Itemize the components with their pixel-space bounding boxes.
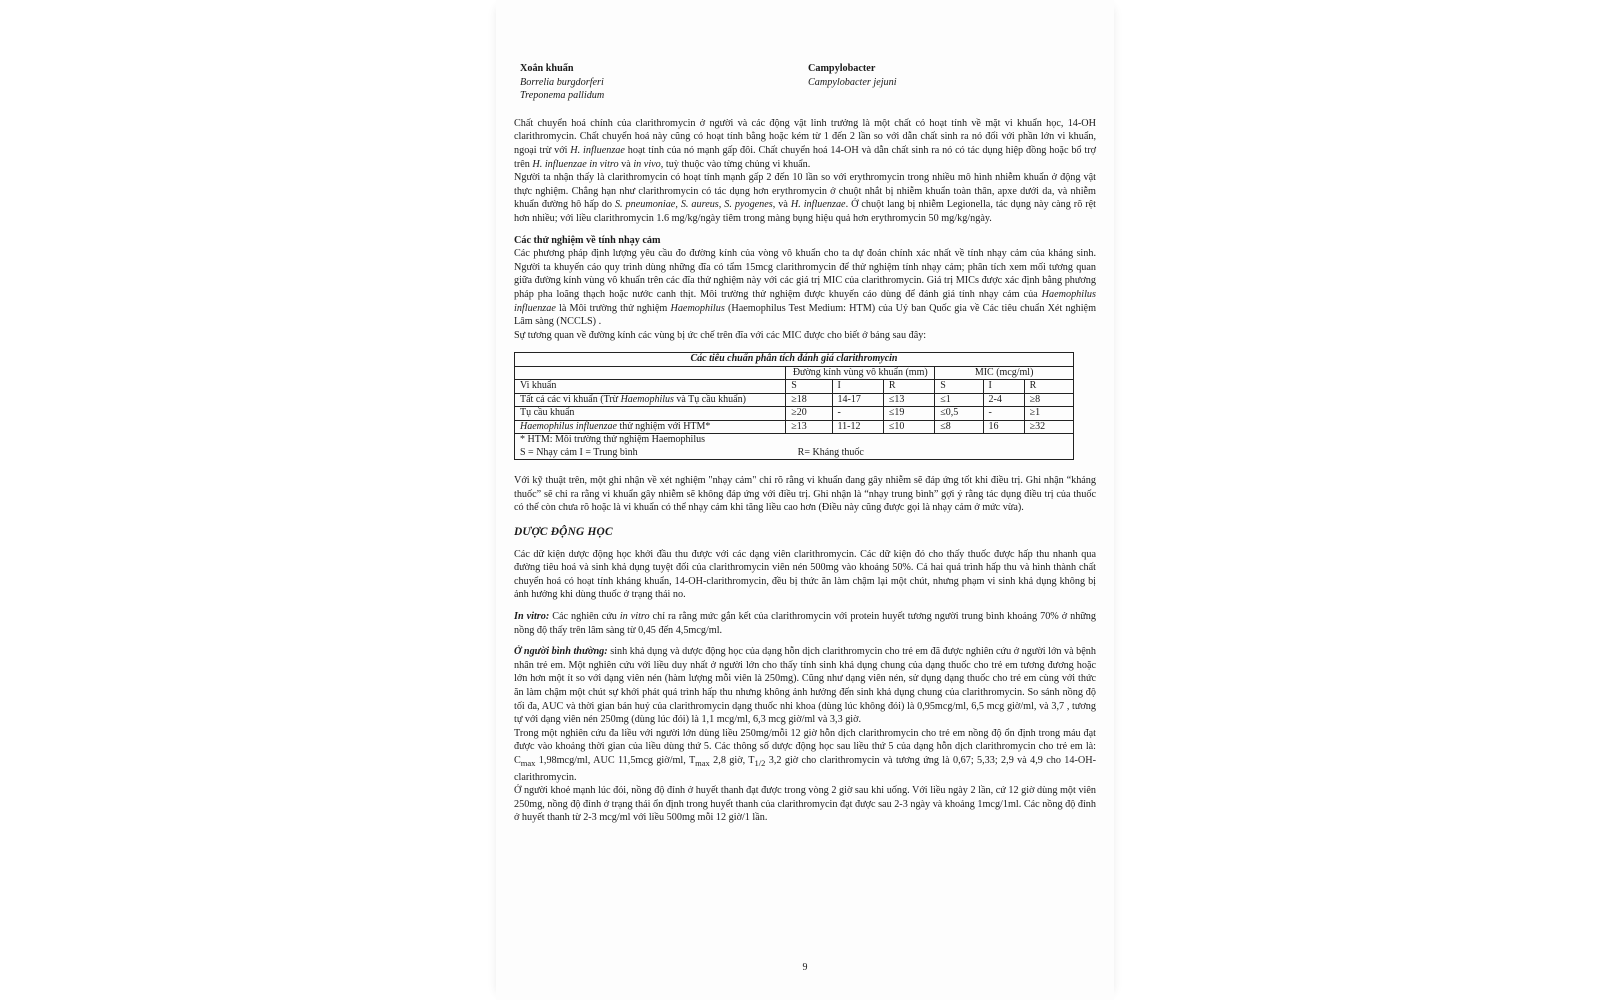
table-cell: ≤0,5 xyxy=(935,407,983,421)
table-title: Các tiêu chuẩn phân tích đánh giá clarithromycin xyxy=(515,353,1074,367)
table-cell: - xyxy=(983,407,1024,421)
page-content xyxy=(514,62,1096,825)
table-group-header-row xyxy=(515,366,1074,380)
organism-item: Treponema pallidum xyxy=(520,90,605,102)
table-footnote-legend: S = Nhạy cảm I = Trung bình R= Kháng thuốc xyxy=(520,446,864,458)
table-row-organism: Haemophilus influenzae thử nghiệm với HTM* xyxy=(515,420,786,434)
table-header-row xyxy=(515,380,1074,394)
table-cell: ≥18 xyxy=(786,393,832,407)
table-group-zone: Đường kính vùng vô khuẩn (mm) xyxy=(786,366,935,380)
table-row-organism: Tất cả các vi khuẩn (Trừ Haemophilus và Tụ cầu khuẩn) xyxy=(515,393,786,407)
paragraph-table-intro: Sự tương quan về đường kính các vùng bị ức chế trên đĩa với các MIC được cho biết ở bảng sau đây: xyxy=(514,329,927,341)
paragraph-pk-intro: Các dữ kiện dược động học khởi đầu thu được với các dạng viên clarithromycin. Các dữ kiện đó cho thấy thuốc được hấp thu nhanh qua đường tiêu hoá và sinh khả dụng tuyệt đối của clarithromycin viên nén 500mg vào khoảng 50%. Cả hai quá trình hấp thu và hình thành chất chuyển hoá có hoạt tính kháng khuẩn, 14-OH-clarithromycin, đều bị thức ăn làm chậm lại một chút, nhưng phạm vi sinh khả dụng không bị ảnh hưởng khi dùng thuốc ở trạng thái no. xyxy=(514,548,1096,601)
organism-column-left xyxy=(520,62,808,103)
table-cell: ≥32 xyxy=(1024,420,1073,434)
paragraph-interpretation: Với kỹ thuật trên, một ghi nhận về xét nghiệm "nhạy cảm" chỉ rõ rằng vi khuẩn đang gây nhiễm sẽ đáp ứng tốt khi điều trị. Ghi nhận “kháng thuốc” sẽ chỉ ra rằng vi khuẩn gây nhiễm sẽ không đáp ứng với điều trị. Ghi nhận là “nhạy trung bình” gợi ý rằng tác dụng điều trị của thuốc có thể còn chưa rõ hoặc là vi khuẩn có thể nhạy cảm khi tăng liều cao hơn (Điều này cũng được gọi là nhạy cảm ở mức vừa). xyxy=(514,475,1096,514)
paragraph-fasting: Ở người khoẻ mạnh lúc đói, nồng độ đỉnh ở huyết thanh đạt được trong vòng 2 giờ sau khi uống. Với liều ngày 2 lần, cứ 12 giờ dùng một viên 250mg, nồng độ đỉnh ở trạng thái ổn định trong huyết thanh của clarithromycin đạt được sau 2-3 ngày và khoảng 1mcg/1ml. Các nồng độ đỉnh ở huyết thanh từ 2-3 mcg/ml với liều 500mg mỗi 12 giờ/1 lần. xyxy=(514,785,1096,824)
subheading-susceptibility: Các thử nghiệm về tính nhạy cảm xyxy=(514,234,661,246)
table-cell: ≥13 xyxy=(786,420,832,434)
paragraph-susceptibility: Các phương pháp định lượng yêu cầu đo đường kính của vòng vô khuẩn cho ta dự đoán chính xác nhất về tính nhạy cảm của kháng sinh. Người ta khuyến cáo quy trình dùng những đĩa có tẩm 15mcg clarithromycin để thử nghiệm tính nhạy cảm; phân tích xem mối tương quan giữa đường kính vùng vô khuẩn trên các đĩa thử nghiệm này với các giá trị MIC của clarithromycin. Giá trị MICs được xác định bằng phương pháp pha loãng thạch hoặc nước canh thịt. Môi trường thử nghiệm được khuyến cáo dùng để đánh giá tính nhạy cảm của Haemophilus influenzae là Môi trường thử nghiệm Haemophilus (Haemophilus Test Medium: HTM) của Uỷ ban Quốc gia về Các tiêu chuẩn Xét nghiệm Lâm sàng (NCCLS) . xyxy=(514,248,1096,328)
table-group-mic: MIC (mcg/ml) xyxy=(935,366,1074,380)
table-cell: 16 xyxy=(983,420,1024,434)
table-title-row xyxy=(515,353,1074,367)
table-footnote-htm: * HTM: Môi trường thử nghiệm Haemophilus xyxy=(520,434,706,446)
paragraph-multidose: Trong một nghiên cứu đa liều với người lớn dùng liều 250mg/mỗi 12 giờ hỗn dịch clarithromycin cho trẻ em nồng độ ổn định trong máu đạt được vào khoảng thời gian của liều dùng thứ 5. Các thông số dược động học sau liều thứ 5 của dạng hỗn dịch clarithromycin cho trẻ em là: $C_{max}$ 1,98mcg/ml, AUC 11,5mcg giờ/ml, $T_{max}$ 2,8 giờ, $T_{1/2}$ 3,2 giờ cho clarithromycin và tương ứng là 0,67; 5,33; 2,9 và 4,9 cho 14-OH-clarithromycin. xyxy=(514,727,1096,783)
page-number: 9 xyxy=(802,962,808,973)
table-header-cell: I xyxy=(983,380,1024,394)
table-header-cell: S xyxy=(935,380,983,394)
table-cell: ≤1 xyxy=(935,393,983,407)
organism-item: Borrelia burgdorferi xyxy=(520,76,604,88)
paragraph-normal-subjects: Ở người bình thường: sinh khả dụng và dược động học của dạng hỗn dịch clarithromycin cho trẻ em đã được nghiên cứu ở người lớn và bệnh nhân trẻ em. Một nghiên cứu với liều duy nhất ở người lớn cho thấy tính sinh khả dụng chung của dạng thuốc cho trẻ em tương đương hoặc lớn hơn một ít so với dạng viên nén (hàm lượng mỗi viên là 250mg). Cũng như dạng viên nén, sử dụng dạng thuốc cho trẻ em cùng với thức ăn làm chậm một chút sự khởi phát quá trình hấp thu nhưng không ảnh hưởng đến sinh khả dụng chung của clarithromycin. So sánh nồng độ tối đa, AUC và thời gian bán huỷ của clarithromycin dạng thuốc nhi khoa (dùng lúc không đói) là 0,95mcg/ml, 6,5 mcg giờ/ml, và 3,7 , tương tự với dạng viên nén 250mg (dùng lúc đói) là 1,1 mcg/ml, 6,3 mcg giờ/ml và 3,3 giờ. xyxy=(514,646,1096,726)
table-cell: - xyxy=(832,407,883,421)
table-footnote-row xyxy=(515,434,1074,460)
table-cell: ≤10 xyxy=(883,420,934,434)
table-header-cell: R xyxy=(883,380,934,394)
table-cell: ≥20 xyxy=(786,407,832,421)
organism-list xyxy=(520,62,1096,103)
table-cell: ≤13 xyxy=(883,393,934,407)
table-row-organism: Tụ cầu khuẩn xyxy=(515,407,786,421)
table-row xyxy=(515,407,1074,421)
table-row xyxy=(515,420,1074,434)
organism-group-title: Campylobacter xyxy=(808,63,876,74)
table-cell: 11-12 xyxy=(832,420,883,434)
table-footnote xyxy=(515,434,1074,460)
table-cell: 14-17 xyxy=(832,393,883,407)
table-header-organism: Vi khuẩn xyxy=(515,380,786,394)
paragraph-in-vitro: In vitro: Các nghiên cứu in vitro chỉ ra rằng mức gắn kết của clarithromycin với protein huyết tương người trung bình khoảng 70% ở những nồng độ thấy trên lâm sàng từ 0,45 đến 4,5mcg/ml. xyxy=(514,611,1096,636)
table-cell: ≤8 xyxy=(935,420,983,434)
table-row xyxy=(515,393,1074,407)
table-header-cell: S xyxy=(786,380,832,394)
document-page xyxy=(496,0,1114,1000)
table-cell: ≥8 xyxy=(1024,393,1073,407)
table-header-cell: I xyxy=(832,380,883,394)
paragraph-animal-models: Người ta nhận thấy là clarithromycin có hoạt tính mạnh gấp 2 đến 10 lần so với erythromycin trong nhiều mô hình nhiễm khuẩn ở động vật thực nghiệm. Chẳng hạn như clarithromycin có tác dụng hơn erythromycin ở chuột nhắt bị nhiễm khuẩn toàn thân, apxe dưới da, và nhiễm khuẩn đường hô hấp do S. pneumoniae, S. aureus, S. pyogenes, và H. influenzae. Ở chuột lang bị nhiễm Legionella, tác dụng này càng rõ rệt hơn nhiều; với liều clarithromycin 1.6 mg/kg/ngày tiêm trong màng bụng hiệu quả hơn erythromycin 50 mg/kg/ngày. xyxy=(514,172,1096,224)
criteria-table xyxy=(514,352,1074,460)
organism-column-right xyxy=(808,62,1096,103)
organism-group-title: Xoắn khuẩn xyxy=(520,63,574,74)
table-cell: 2-4 xyxy=(983,393,1024,407)
table-cell: ≥1 xyxy=(1024,407,1073,421)
table-cell: ≤19 xyxy=(883,407,934,421)
table-header-cell: R xyxy=(1024,380,1073,394)
section-heading-pharmacokinetics: DƯỢC ĐỘNG HỌC xyxy=(514,526,613,539)
organism-item: Campylobacter jejuni xyxy=(808,76,897,88)
paragraph-metabolite: Chất chuyển hoá chính của clarithromycin ở người và các động vật linh trưởng là một chất có hoạt tính về mặt vi khuẩn học, 14-OH clarithromycin. Chất chuyển hoá này cũng có hoạt tính bằng hoặc kém từ 1 đến 2 lần so với dẫn chất sinh ra nó đối với phần lớn vi khuẩn, ngoại trừ với H. influenzae hoạt tính của nó mạnh gấp đôi. Chất chuyển hoá 14-OH và dẫn chất sinh ra nó có tác dụng hiệp đồng hoặc bổ trợ trên H. influenzae in vitro và in vivo, tuỳ thuộc vào từng chủng vi khuẩn. xyxy=(514,117,1096,170)
